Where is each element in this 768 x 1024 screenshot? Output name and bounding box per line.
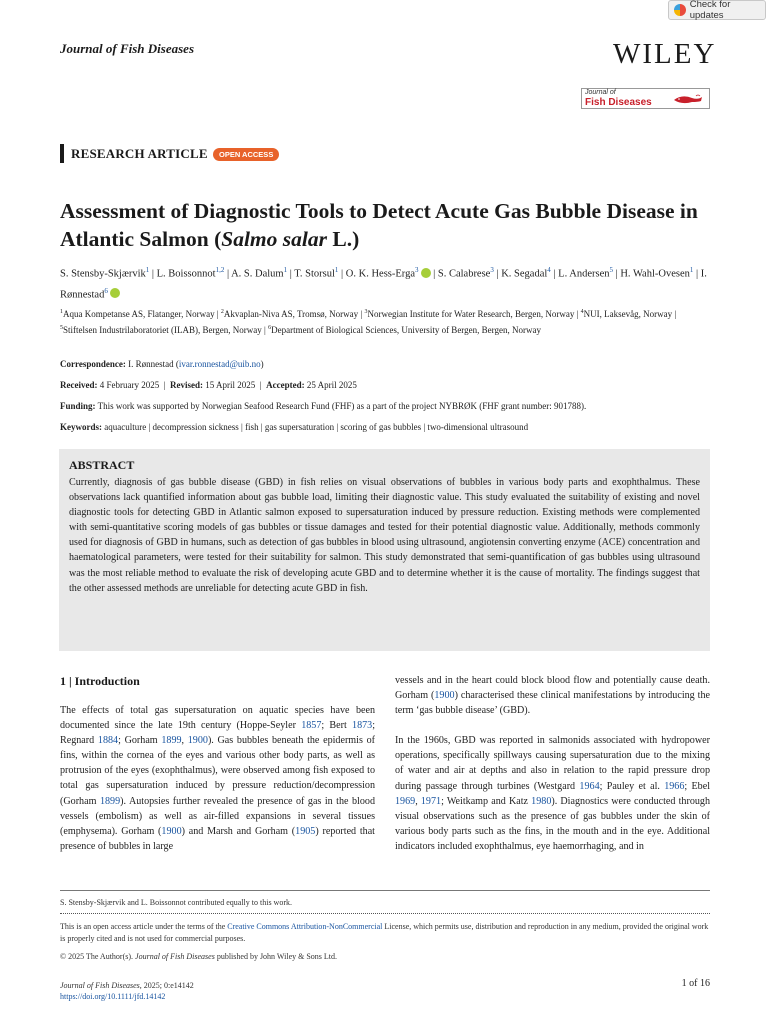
correspondence xyxy=(60,359,720,369)
keywords xyxy=(60,422,720,432)
reference-link[interactable]: 1966 xyxy=(664,780,685,792)
abstract-box xyxy=(59,449,710,651)
author-name[interactable]: S. Calabrese xyxy=(437,268,491,280)
reference-link[interactable]: 1900 xyxy=(187,735,208,747)
publisher-logo: WILEY xyxy=(613,38,717,70)
keywords-label: Keywords: xyxy=(60,422,102,432)
copyright-journal: Journal of Fish Diseases xyxy=(135,952,215,961)
author-affiliation-number[interactable]: 1 xyxy=(283,266,288,274)
body-column-right xyxy=(395,673,710,869)
paragraph-text: ). Gas bubbles beneath the epidermis of fins, within the cornea of the eyes and various other body parts, as well as protrusion of the eyes (exophthalmus), were observed among fish exposed to total gas supersaturation induced by pressure reduction/decompression (Gorham xyxy=(60,735,375,807)
reference-link[interactable]: 1884 xyxy=(97,735,119,747)
copyright-pre: © 2025 The Author(s). xyxy=(60,952,136,961)
author-affiliation-number[interactable]: 5 xyxy=(609,266,613,274)
affiliation-text: Norwegian Institute for Water Research, Bergen, Norway xyxy=(367,309,575,319)
affiliation-number: 2 xyxy=(220,309,224,315)
journal-logo[interactable] xyxy=(581,88,710,109)
affiliation-number: 6 xyxy=(268,324,272,331)
affiliation-number: 1 xyxy=(60,309,63,315)
date-separator: | xyxy=(257,380,264,390)
affiliation-number: 4 xyxy=(580,309,584,315)
correspondence-label: Correspondence: xyxy=(60,359,126,369)
reference-link[interactable]: 1899 xyxy=(99,795,121,807)
funding-text: This work was supported by Norwegian Seafood Research Fund (FHF) as a part of the project NYBRØK (FHF grant number: 901788). xyxy=(97,401,587,411)
author-separator: | xyxy=(550,268,559,280)
affiliation-text: NUI, Laksevåg, Norway xyxy=(583,309,673,319)
reference-link[interactable]: 1857 xyxy=(301,720,322,732)
license-post: License, which permits use, distribution and reproduction in any medium, provided the original work is properly cited and is not used for commercial purposes. xyxy=(60,922,709,943)
journal-logo-name: Fish Diseases xyxy=(585,97,652,108)
article-type-marker xyxy=(60,144,64,163)
paragraph-text: ; Regnard xyxy=(60,720,376,747)
abstract-heading: ABSTRACT xyxy=(69,458,135,472)
author-name[interactable]: T. Storsul xyxy=(294,268,335,280)
title-part2: L.) xyxy=(327,227,360,251)
author-separator: | xyxy=(430,268,438,280)
author-separator: | xyxy=(493,268,502,280)
open-access-badge: OPEN ACCESS xyxy=(213,148,279,161)
paragraph xyxy=(60,703,375,854)
author-name[interactable]: H. Wahl-Ovesen xyxy=(620,268,690,280)
title-species: Salmo salar xyxy=(221,227,327,251)
paragraph-text: vessels and in the heart could block blood flow and potentially cause death. Gorham ( xyxy=(395,675,710,702)
license-notice xyxy=(60,921,710,945)
author-affiliation-number[interactable]: 1,2 xyxy=(215,266,225,274)
author-affiliation-number[interactable]: 6 xyxy=(104,286,108,295)
reference-link[interactable]: 1873 xyxy=(352,720,373,732)
license-pre: This is an open access article under the terms of the xyxy=(60,922,228,931)
section-heading-introduction: 1 | Introduction xyxy=(60,674,140,688)
paragraph-text: ) reported that presence of bubbles in large xyxy=(60,825,375,852)
author-separator: | xyxy=(224,268,232,280)
article-type: RESEARCH ARTICLE xyxy=(71,146,208,161)
funding-label: Funding: xyxy=(60,401,96,411)
accepted-label: Accepted: xyxy=(266,380,305,390)
author-affiliation-number[interactable]: 4 xyxy=(547,266,551,274)
paragraph-text: ; Ebel xyxy=(684,780,710,792)
affiliation-separator: | xyxy=(261,324,269,335)
paragraph-text: The effects of total gas supersaturation on aquatic species have been documented since the late 19th century (Hoppe-Seyler xyxy=(60,705,375,732)
crossmark-icon xyxy=(674,4,686,16)
footnote-divider xyxy=(60,890,710,891)
correspondence-name: I. Rønnestad ( xyxy=(128,359,179,369)
title-part1: Assessment of Diagnostic Tools to Detect Acute Gas Bubble Disease in Atlantic Salmon ( xyxy=(60,199,698,251)
paragraph-text: ) and Marsh and Gorham ( xyxy=(181,825,296,837)
footnote-dotted-divider xyxy=(60,913,710,914)
reference-link[interactable]: 1980 xyxy=(531,795,552,807)
reference-link[interactable]: 1900 xyxy=(434,690,455,702)
orcid-icon[interactable] xyxy=(421,268,431,278)
reference-link[interactable]: 1905 xyxy=(295,825,316,837)
affiliation-separator: | xyxy=(358,309,365,319)
reference-link[interactable]: 1969 xyxy=(395,795,416,807)
paragraph-text: ; Gorham xyxy=(118,735,162,747)
paragraph-text: In the 1960s, GBD was reported in salmonids associated with hydropower operations, specifically spillways causing supersaturation due to the mixing of water and air at depths and also in relation to the rapid pressure drop during passage through turbines (Westgard xyxy=(395,735,710,792)
reference-link[interactable]: 1899 xyxy=(161,735,182,747)
check-for-updates-button[interactable] xyxy=(668,0,766,20)
paragraph-text: ) characterised these clinical manifestations by introducing the term ‘gas bubble disease’ (GBD). xyxy=(395,690,710,717)
journal-logo-of: Journal of xyxy=(585,89,616,96)
author-separator: | xyxy=(149,268,157,280)
paragraph xyxy=(395,733,710,854)
body-column-left xyxy=(60,703,375,869)
paragraph-text: ; Pauley et al. xyxy=(599,780,665,792)
paragraph-text: ; Bert xyxy=(321,720,353,732)
author-affiliation-number[interactable]: 3 xyxy=(415,266,419,274)
author-name[interactable]: O. K. Hess-Erga xyxy=(345,268,415,280)
citation-volume: , 2025; 0:e14142 xyxy=(139,981,194,990)
paragraph-text: ). Diagnostics were conducted through visual observations such as the presence of gas bubbles under the skin of various body parts such as the fins, in the mouth and in the eye. Additional indicators included exophthalmus, eye haemorrhaging, and in xyxy=(395,795,711,852)
doi-link[interactable]: https://doi.org/10.1111/jfd.14142 xyxy=(60,992,166,1001)
journal-name: Journal of Fish Diseases xyxy=(60,41,194,56)
affiliation-separator: | xyxy=(574,309,581,319)
reference-link[interactable]: 1900 xyxy=(161,825,182,837)
author-separator: | xyxy=(338,268,346,280)
author-name[interactable]: L. Boissonnot xyxy=(156,268,216,280)
license-link[interactable]: Creative Commons Attribution-NonCommercial xyxy=(227,922,383,931)
copyright-post: published by John Wiley & Sons Ltd. xyxy=(214,952,338,961)
author-list xyxy=(60,262,720,303)
funding xyxy=(60,401,720,411)
paragraph-text: , xyxy=(181,735,188,747)
check-for-updates-label: Check for updates xyxy=(689,0,731,21)
correspondence-email-link[interactable]: ivar.ronnestad@uib.no xyxy=(178,359,261,369)
author-name[interactable]: I. Rønnestad xyxy=(60,268,707,300)
correspondence-close: ) xyxy=(260,359,264,369)
received-date: 4 February 2025 xyxy=(99,380,160,390)
copyright-notice xyxy=(60,951,710,963)
author-affiliation-number[interactable]: 1 xyxy=(689,266,694,274)
revised-date: 15 April 2025 xyxy=(205,380,256,390)
article-dates xyxy=(60,380,720,390)
author-separator: | xyxy=(287,268,295,280)
author-separator: | xyxy=(612,268,621,280)
affiliation-text: Aqua Kompetanse AS, Flatanger, Norway xyxy=(63,309,215,319)
affiliation-number: 3 xyxy=(364,309,368,315)
author-name[interactable]: L. Andersen xyxy=(558,268,610,280)
paragraph xyxy=(395,673,710,718)
received-label: Received: xyxy=(60,380,98,390)
reference-link[interactable]: 1964 xyxy=(579,780,600,792)
article-title xyxy=(60,197,720,253)
paragraph-text: ). Autopsies further revealed the presence of gas in the blood vessels (embolism) as well as air-filled expansions in several tissues (emphysema). Gorham ( xyxy=(60,795,375,837)
affiliations xyxy=(60,306,688,337)
abstract-text: Currently, diagnosis of gas bubble disease (GBD) in fish relies on visual observations of bubbles in various body parts and exophthalmus. These observations lack quantified information about gas bubble load, limiting their diagnostic value. This study evaluated the suitability of existing and novel diagnostic tools for detecting GBD in Atlantic salmon exposed to supersaturation induced by pressure reduction. Existing methods were complemented with semi-quantitative scoring models of gas bubbles or tissue damages and tested for their potential diagnostic value. Additionally, methods commonly used for diagnosis of GBD in humans, such as detection of gas bubbles in blood using ultrasound, angiotensin converting enzyme (ACE) concentration and haematological parameters, were tested for their suitability for salmon. This study demonstrated that semi-quantification of gas bubbles using ultrasound was the most reliable method to evaluate the risk of developing acute GBD and to determine whether it is the cause of mortality. The findings suggest that the other assessed methods are unreliable for detecting acute GBD in fish. xyxy=(69,477,700,594)
author-name[interactable]: S. Stensby-Skjærvik xyxy=(60,268,146,280)
affiliation-separator: | xyxy=(672,309,677,319)
page-number: 1 of 16 xyxy=(681,978,710,989)
author-name[interactable]: K. Segadal xyxy=(501,268,548,280)
keywords-text: aquaculture | decompression sickness | fish | gas supersaturation | scoring of gas bubbles | two-dimensional ultrasound xyxy=(104,422,529,432)
accepted-date: 25 April 2025 xyxy=(306,380,357,390)
author-affiliation-number[interactable]: 3 xyxy=(490,266,494,274)
citation-footer xyxy=(60,980,194,1002)
affiliation-number: 5 xyxy=(60,324,63,331)
revised-label: Revised: xyxy=(170,380,204,390)
orcid-icon[interactable] xyxy=(110,288,120,298)
footnote-equal-contribution: S. Stensby-Skjærvik and L. Boissonnot contributed equally to this work. xyxy=(60,898,292,907)
paragraph-text: , xyxy=(415,795,421,807)
affiliation-text: Stiftelsen Industrilaboratoriet (ILAB), Bergen, Norway xyxy=(63,324,262,335)
date-separator: | xyxy=(161,380,168,390)
author-affiliation-number[interactable]: 1 xyxy=(334,266,339,274)
author-affiliation-number[interactable]: 1 xyxy=(145,266,150,274)
reference-link[interactable]: 1971 xyxy=(420,795,442,807)
citation-journal: Journal of Fish Diseases xyxy=(60,981,140,990)
affiliation-text: Akvaplan-Niva AS, Tromsø, Norway xyxy=(223,309,359,319)
author-name[interactable]: A. S. Dalum xyxy=(231,268,284,280)
author-separator: | xyxy=(693,268,701,280)
fish-icon xyxy=(672,93,706,106)
affiliation-separator: | xyxy=(214,309,221,319)
affiliation-text: Department of Biological Sciences, University of Bergen, Bergen, Norway xyxy=(271,324,541,335)
paragraph-text: ; Weitkamp and Katz xyxy=(441,795,532,807)
